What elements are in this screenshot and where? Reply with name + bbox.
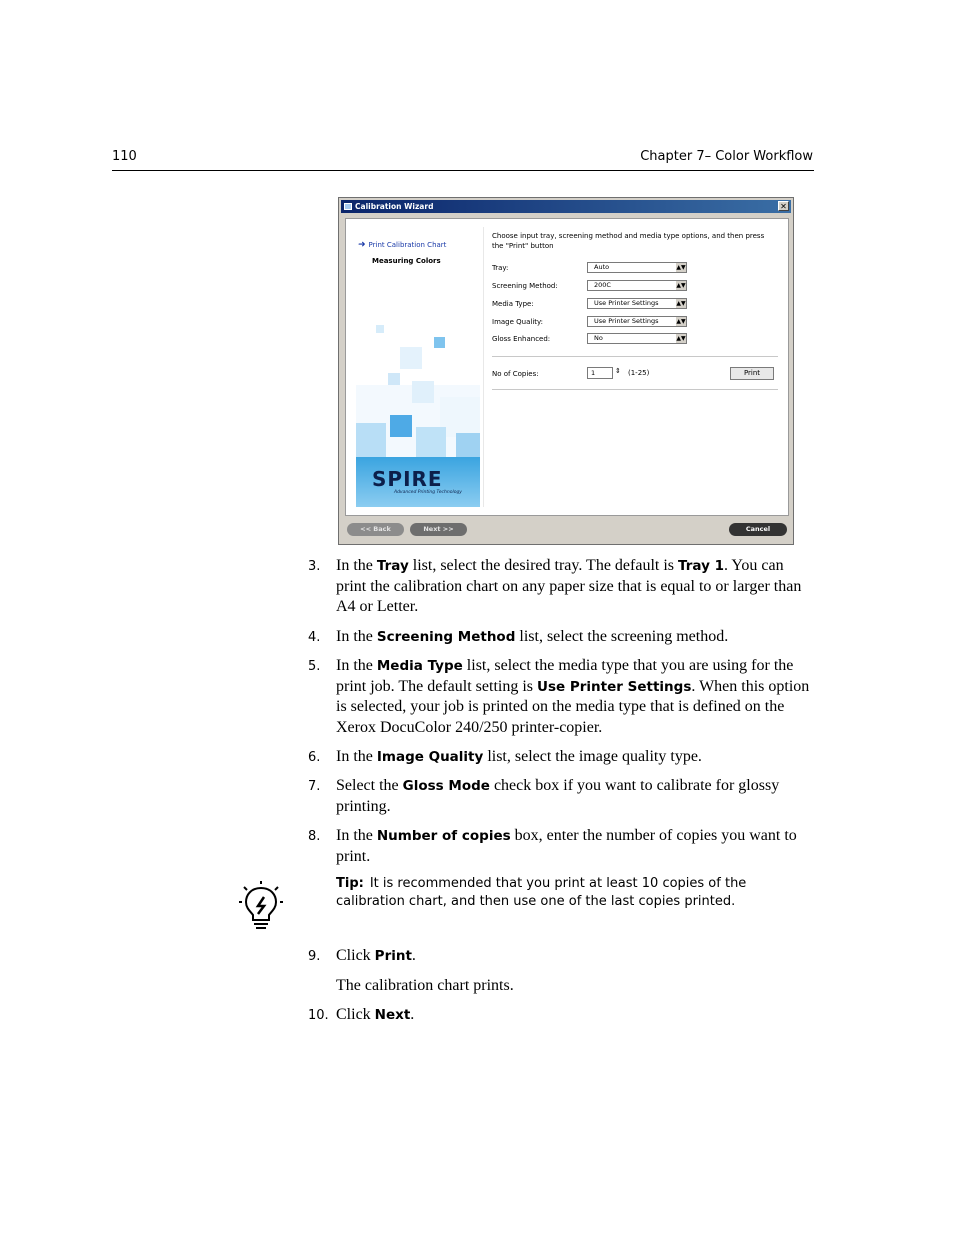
- wizard-body: [345, 218, 789, 516]
- step-5-text: In the Media Type list, select the media type that you are using for the print job. The default setting is Use Printer Settings. When this option is selected, your job is printed on the media type that is defined on the Xerox DocuColor 240/250 printer-copier.: [336, 657, 810, 736]
- back-button[interactable]: << Back: [347, 523, 404, 536]
- gloss-enhanced-label: Gloss Enhanced:: [492, 335, 551, 343]
- step-number: 9.: [308, 949, 321, 964]
- decor-square: [456, 433, 480, 457]
- step-number: 8.: [308, 829, 321, 844]
- media-type-label: Media Type:: [492, 300, 534, 308]
- calibration-wizard-window: [338, 197, 794, 545]
- step-3-text: In the Tray list, select the desired tray. The default is Tray 1. You can print the calibration chart on any paper size that is equal to or larger than A4 or Letter.: [336, 557, 802, 615]
- step-print-calibration-chart[interactable]: ➜ Print Calibration Chart: [358, 240, 447, 250]
- copies-label: No of Copies:: [492, 370, 539, 378]
- window-title: Calibration Wizard: [355, 202, 434, 211]
- step-8-text: In the Number of copies box, enter the number of copies you want to print.: [336, 827, 797, 865]
- step-9-text: Click Print.: [336, 947, 416, 964]
- step-10-text: Click Next.: [336, 1006, 415, 1023]
- step-6-text: In the Image Quality list, select the image quality type.: [336, 748, 702, 765]
- decor-square: [356, 423, 386, 457]
- header-rule: [112, 170, 814, 171]
- spin-arrows-icon: ▲▼: [676, 300, 686, 307]
- decor-square: [390, 415, 412, 437]
- spin-arrows-icon: ▲▼: [676, 264, 686, 271]
- image-quality-label: Image Quality:: [492, 318, 544, 326]
- title-bar: [341, 200, 791, 213]
- step-number: 10.: [308, 1008, 329, 1023]
- step-number: 5.: [308, 659, 321, 674]
- step-measuring-colors[interactable]: Measuring Colors: [372, 257, 441, 265]
- wizard-steps-pane: [356, 227, 480, 507]
- step-number: 4.: [308, 630, 321, 645]
- app-icon: [344, 203, 352, 210]
- tip-note: [336, 875, 814, 911]
- decor-square: [400, 347, 422, 369]
- next-button[interactable]: Next >>: [410, 523, 467, 536]
- tip-label: Tip:: [336, 876, 364, 891]
- step-number: 3.: [308, 559, 321, 574]
- copies-spinner-icon[interactable]: ⇕: [615, 367, 621, 375]
- page-number: 110: [112, 149, 137, 164]
- spin-arrows-icon: ▲▼: [676, 282, 686, 289]
- step-number: 6.: [308, 750, 321, 765]
- chapter-title: Chapter 7– Color Workflow: [640, 149, 813, 164]
- decor-square: [440, 397, 480, 437]
- image-quality-select[interactable]: Use Printer Settings ▲▼: [587, 316, 687, 327]
- copies-input[interactable]: 1: [587, 367, 613, 379]
- step-number: 7.: [308, 779, 321, 794]
- close-button[interactable]: ✕: [778, 201, 789, 211]
- decor-square: [412, 381, 434, 403]
- tip-text: It is recommended that you print at least 10 copies of the calibration chart, and then use one of the last copies printed.: [336, 876, 747, 909]
- step-9-result: The calibration chart prints.: [336, 977, 514, 994]
- step-4-text: In the Screening Method list, select the screening method.: [336, 628, 729, 645]
- step-7-text: Select the Gloss Mode check box if you want to calibrate for glossy printing.: [336, 777, 780, 815]
- spin-arrows-icon: ▲▼: [676, 335, 686, 342]
- decor-square: [434, 337, 445, 348]
- pane-divider: [483, 227, 484, 507]
- gloss-enhanced-select[interactable]: No ▲▼: [587, 333, 687, 344]
- separator: [492, 356, 778, 357]
- decor-square: [388, 373, 400, 385]
- screening-method-label: Screening Method:: [492, 282, 558, 290]
- wizard-instructions: Choose input tray, screening method and media type options, and then press the "Print" button: [492, 232, 765, 250]
- tray-select[interactable]: Auto ▲▼: [587, 262, 687, 273]
- spin-arrows-icon: ▲▼: [676, 318, 686, 325]
- copies-range: (1-25): [628, 369, 650, 377]
- arrow-right-icon: ➜: [358, 240, 366, 250]
- decor-square: [416, 427, 446, 457]
- print-button[interactable]: Print: [730, 367, 774, 380]
- decor-square: [376, 325, 384, 333]
- lightbulb-tip-icon: [238, 880, 284, 930]
- media-type-select[interactable]: Use Printer Settings ▲▼: [587, 298, 687, 309]
- tray-label: Tray:: [492, 264, 509, 272]
- screening-method-select[interactable]: 200C ▲▼: [587, 280, 687, 291]
- spire-tagline: Advanced Printing Technology: [394, 490, 462, 495]
- spire-logo: SPIRE: [372, 467, 443, 491]
- cancel-button[interactable]: Cancel: [729, 523, 787, 536]
- separator: [492, 389, 778, 390]
